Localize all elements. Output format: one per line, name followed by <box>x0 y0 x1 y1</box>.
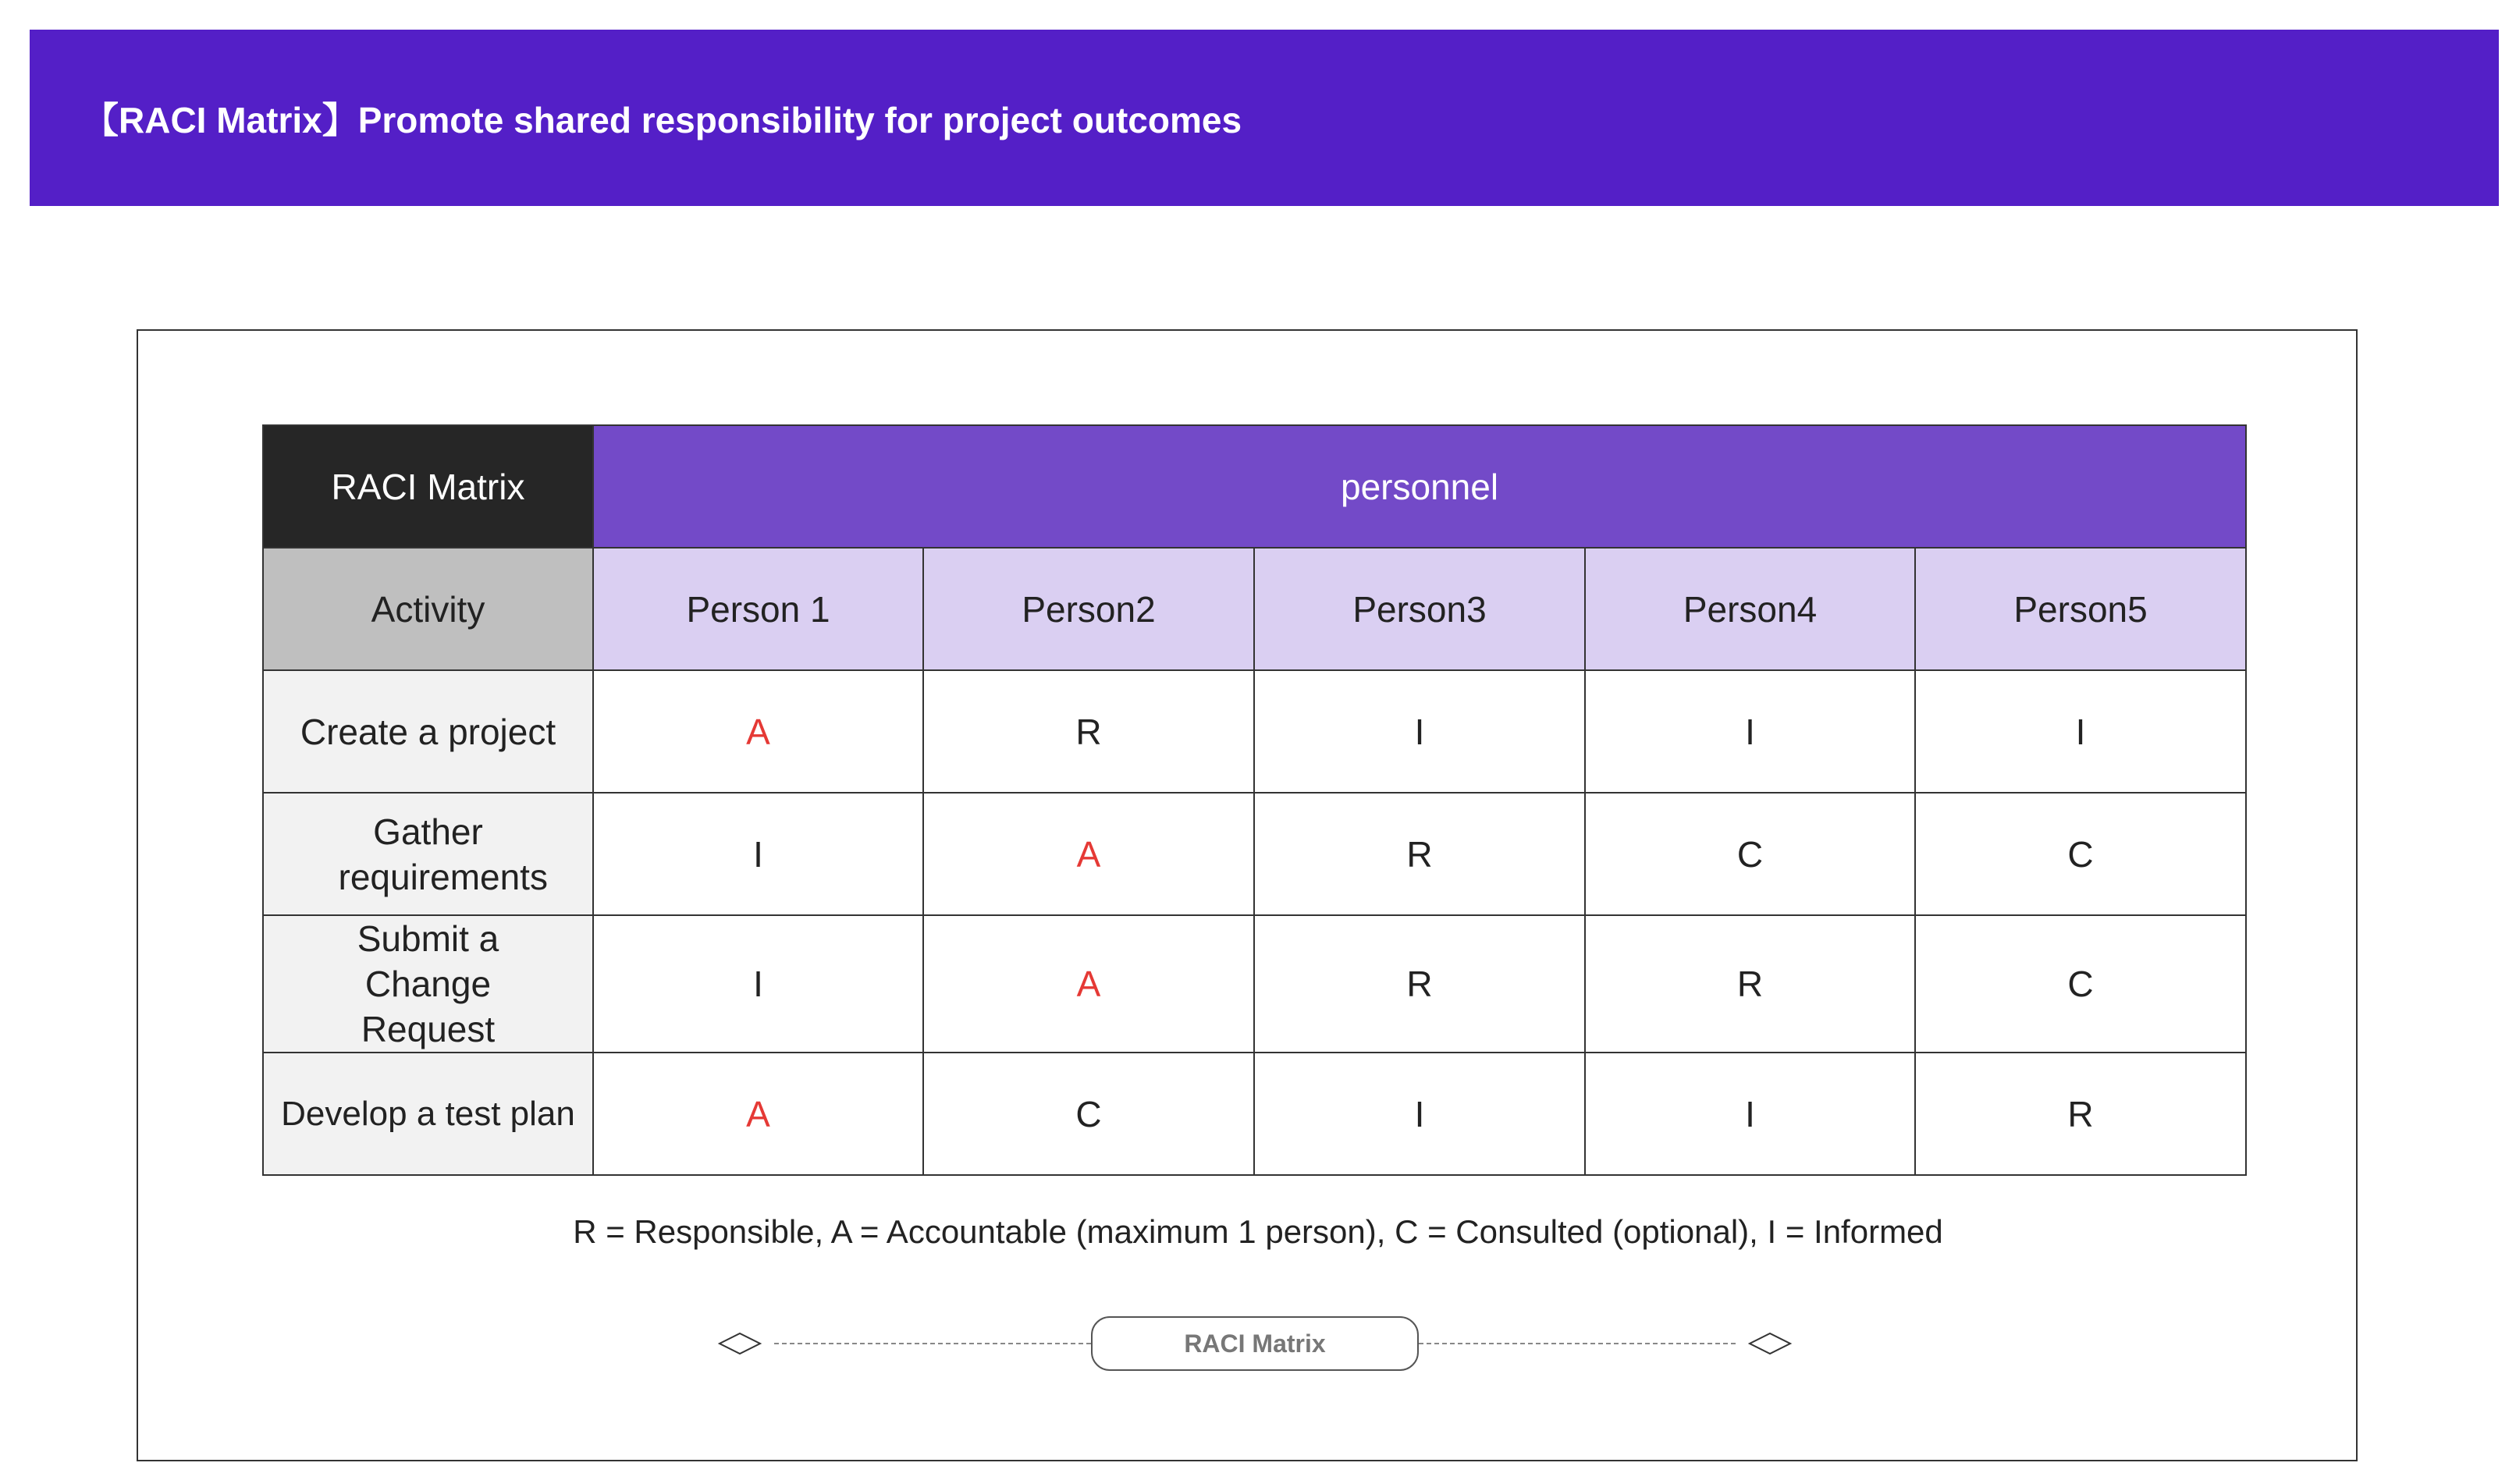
raci-cell: A <box>923 915 1254 1053</box>
personnel-header: personnel <box>593 425 2246 548</box>
person-header: Person 1 <box>593 548 923 670</box>
raci-cell: A <box>593 670 923 793</box>
raci-cell: C <box>1585 793 1915 915</box>
raci-cell: I <box>593 915 923 1053</box>
diamond-right-icon <box>1750 1333 1790 1354</box>
raci-cell: I <box>1585 670 1915 793</box>
activity-cell: Develop a test plan <box>263 1053 593 1175</box>
activity-label: Gather requirements <box>338 811 548 897</box>
raci-cell: C <box>1915 915 2246 1053</box>
raci-cell: R <box>1915 1053 2246 1175</box>
raci-cell: R <box>1254 915 1585 1053</box>
person-header: Person2 <box>923 548 1254 670</box>
raci-cell: C <box>923 1053 1254 1175</box>
corner-cell: RACI Matrix <box>263 425 593 548</box>
raci-cell: I <box>1254 1053 1585 1175</box>
person-header: Person4 <box>1585 548 1915 670</box>
activity-header: Activity <box>263 548 593 670</box>
page-title: 【RACI Matrix】Promote shared responsibility for project outcomes <box>83 100 1242 140</box>
raci-legend: R = Responsible, A = Accountable (maximum 1 person), C = Consulted (optional), I = Informed <box>573 1213 1943 1250</box>
person-header: Person3 <box>1254 548 1585 670</box>
raci-cell: I <box>1254 670 1585 793</box>
raci-cell: R <box>923 670 1254 793</box>
raci-cell: A <box>923 793 1254 915</box>
activity-label: Submit a Change Request <box>357 918 499 1049</box>
raci-cell: R <box>1254 793 1585 915</box>
raci-cell: R <box>1585 915 1915 1053</box>
activity-cell: Create a project <box>263 670 593 793</box>
raci-cell: C <box>1915 793 2246 915</box>
raci-cell: I <box>593 793 923 915</box>
raci-cell: I <box>1585 1053 1915 1175</box>
raci-cell: I <box>1915 670 2246 793</box>
raci-cell: A <box>593 1053 923 1175</box>
diamond-left-icon <box>720 1333 760 1354</box>
footer-label: RACI Matrix <box>1091 1316 1419 1371</box>
person-header: Person5 <box>1915 548 2246 670</box>
